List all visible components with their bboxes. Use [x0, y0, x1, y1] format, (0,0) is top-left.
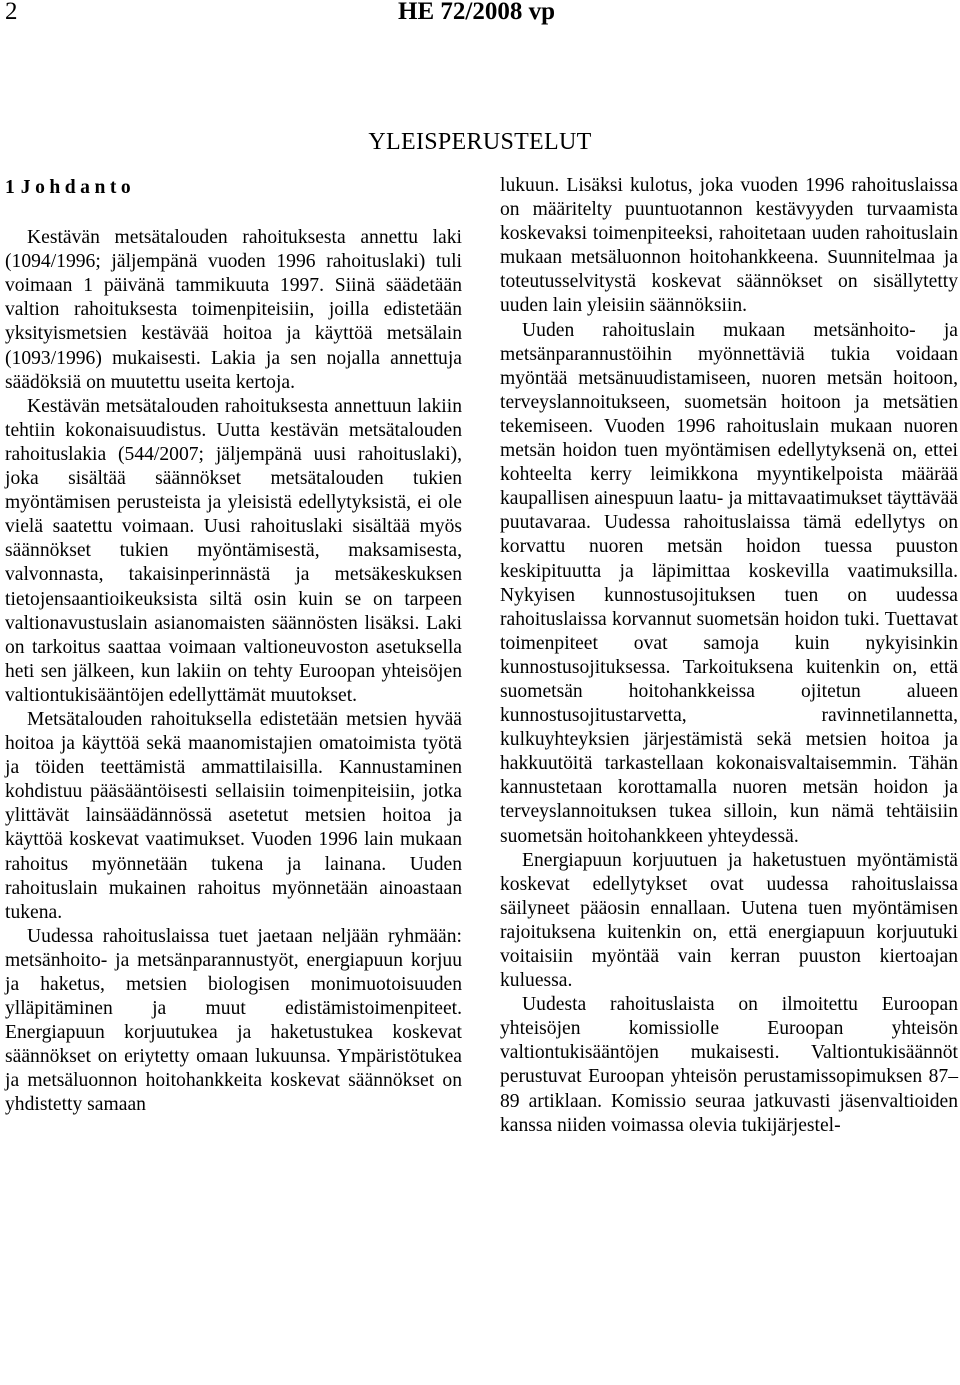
section-title: YLEISPERUSTELUT: [368, 129, 592, 155]
paragraph: Energiapuun korjuutuen ja haketustuen myöntämistä koskevat edellytykset ovat uudessa rahoituslaissa säilyneet pääosin ennallaan. Uutena tuen myöntämisen rajoituksena kuitenkin on, että energiapuun korjuutuki voitaisiin myöntää vain kerran puuston kiertoajan kuluessa.: [500, 849, 958, 992]
chapter-number: 1: [5, 177, 15, 198]
paragraph: Metsätalouden rahoituksella edistetään metsien hyvää hoitoa ja käyttöä sekä maanomistajien omatoimista työtä ja töiden teettämistä ammattilaisilla. Kannustaminen kohdistuu pääsääntöisesti sellaisiin toimenpiteisiin, jotka ylittävät lainsäädännössä asetetut metsien hoitoa ja käyttöä koskevat vaatimukset. Vuoden 1996 lain mukaan rahoitus myönnetään tukena ja lainana. Uuden rahoituslain mukainen rahoitus myönnetään ainoastaan tukena.: [5, 708, 462, 923]
paragraph: Uudessa rahoituslaissa tuet jaetaan neljään ryhmään: metsänhoito- ja metsänparannustyöt, energiapuun korjuu ja haketus, metsien biologisen monimuotoisuuden ylläpitäminen ja muut edistämistoimenpiteet. Energiapuun korjuutukea ja haketustukea koskevat säännökset on eriytetty omaan lukuunsa. Ympäristötukea ja metsäluonnon hoitohankkeita koskevat säännökset on yhdistetty samaan: [5, 925, 462, 1116]
chapter-title: Johdanto: [20, 177, 136, 198]
right-column: [500, 174, 958, 1138]
chapter-heading: [5, 176, 462, 200]
left-column: [5, 174, 462, 1118]
paragraph: Uudesta rahoituslaista on ilmoitettu Euroopan yhteisöjen komissiolle Euroopan yhteisön valtiontukisääntöjen mukaisesti. Valtiontukisäännöt perustuvat Euroopan yhteisön perustamissopimuksen 87–89 artiklaan. Komissio seuraa jatkuvasti jäsenvaltioiden kanssa niiden voimassa olevia tukijärjestel-: [500, 994, 958, 1136]
paragraph-continued: lukuun. Lisäksi kulotus, joka vuoden 1996 rahoituslaissa on määritelty puuntuotannon kestävyyden turvaamista koskevaksi toimenpiteeksi, rahoitetaan uuden rahoituslain mukaan metsäluonnon hoitohankkeena. Suunnitelmaa ja toteutusselvitystä koskevat säännökset on sisällytetty uuden lain yleisiin säännöksiin.: [500, 175, 958, 317]
paragraph: Uuden rahoituslain mukaan metsänhoito- ja metsänparannustöihin myönnettäviä tukia voidaan myöntää metsänuudistamiseen, nuoren metsän hoitoon, terveyslannoitukseen, suometsän hoitoon ja metsätien tekemiseen. Vuoden 1996 rahoituslain mukaan nuoren metsän hoidon tuen myöntämisen edellytyksenä on, ettei kohteelta kerry leimikkona myyntikelpoista määrää kaupallisen ainespuun laatu- ja mittavaatimukset täyttävää puutavaraa. Uudessa rahoituslaissa tämä edellytys on korvattu nuoren metsän hoidon tuessa puuston keskipituutta ja läpimittaa koskevilla vaatimuksilla. Nykyisen kunnostusojituksen tuen on uudessa rahoituslaissa korvannut suometsän hoidon tuki. Tuettavat toimenpiteet ovat samoja kuin nykyisinkin kunnostusojituksessa. Tarkoituksena kuitenkin on, että suometsän hoitohankkeissa ojitetun alueen kunnostusojitustarvetta, ravinnetilannetta, kulkuyhteyksien järjestämistä sekä metsien hoitoa ja hakkuutöitä tarkastellaan kokonaisvaltaisemmin. Tähän kannustetaan korottamalla nuoren metsän hoidon ja terveyslannoituksen tukea silloin, kun nämä tehtäisiin suometsän hoitohankkeen yhteydessä.: [500, 319, 958, 847]
paragraph: Kestävän metsätalouden rahoituksesta annettuun lakiin tehtiin kokonaisuudistus. Uutta kestävän metsätalouden rahoituslakia (544/2007; jäljempänä uusi rahoituslaki), joka sisältää säännökset metsätalouden tukien myöntämisen perusteista ja yleisistä edellytyksistä, ei ole vielä saatettu voimaan. Uusi rahoituslaki sisältää myös säännökset tukien myöntämisestä, maksamisesta, valvonnasta, takaisinperinnästä ja metsäkeskuksen tietojensaantioikeuksista siltä osin kuin se on tarpeen valtionavustuslain asianomaisten säännösten lisäksi. Laki on tarkoitus saattaa voimaan valtioneuvoston asetuksella heti sen jälkeen, kun lakiin on tehty Euroopan yhteisöjen valtiontukisääntöjen edellyttämät muutokset.: [5, 395, 462, 706]
page-number: 2: [5, 0, 18, 25]
paragraph: Kestävän metsätalouden rahoituksesta annettu laki (1094/1996; jäljempänä vuoden 1996 rahoituslaki) tuli voimaan 1 päivänä tammikuuta 1997. Siinä säädetään valtion rahoituksesta toimenpiteisiin, joilla edistetään yksityismetsien kestävää hoitoa ja käyttöä metsälain (1093/1996) mukaisesti. Lakia ja sen nojalla annettuja säädöksiä on muutettu useita kertoja.: [5, 227, 462, 393]
document-id: HE 72/2008 vp: [398, 0, 555, 25]
